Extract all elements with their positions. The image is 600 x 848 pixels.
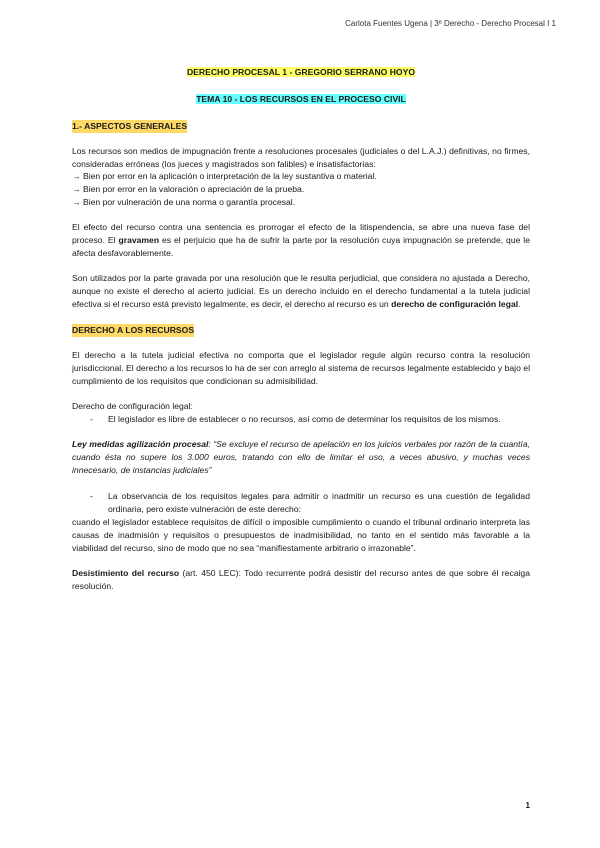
dash-item-1 xyxy=(90,413,530,426)
document-subtitle xyxy=(72,93,530,106)
document-title xyxy=(72,66,530,79)
paragraph-8 xyxy=(72,567,530,593)
paragraph-4: El derecho a la tutela judicial efectiva no comporta que el legislador regule algún recurso contra la resolución jurisdiccional. El derecho a los recursos lo ha de ser con arreglo al sistema de recursos legalmente establecido y bajo el cumplimiento de los requisitos que condicionan su admisibilidad. xyxy=(72,350,530,387)
gravamen-term: gravamen xyxy=(118,235,160,246)
configuracion-legal-term: derecho de configuración legal xyxy=(391,298,519,309)
p2-text-a: El efecto del recurso contra una sentencia es prorrogar el efecto de la litispendencia, se abre una nueva fase del proceso. El xyxy=(72,222,530,246)
section-1-text: 1.- ASPECTOS GENERALES xyxy=(72,120,188,131)
paragraph-7: cuando el legislador establece requisitos de difícil o imposible cumplimiento o cuando el tribunal ordinario interpreta las causas de inadmisión y requisitos o presupuestos de inadmisibilidad, no tanto en el sentido más favorable a la viabilidad del recurso, sino de modo que no sea “manifiestamente arbitrario o irrazonable”. xyxy=(72,517,530,554)
title-text: DERECHO PROCESAL 1 - GREGORIO SERRANO HOYO xyxy=(186,67,416,77)
paragraph-5: Derecho de configuración legal: xyxy=(72,401,193,412)
page-number: 1 xyxy=(525,801,530,810)
dash-item-2-text: La observancia de los requisitos legales para admitir o inadmitir un recurso es una cuestión de legalidad ordinaria, pero existe vulneración de este derecho: xyxy=(108,491,530,515)
bullet-item: → Bien por error en la valoración o apreciación de la prueba. xyxy=(72,184,305,195)
bullet-item: → Bien por error en la aplicación o interpretación de la ley sustantiva o material. xyxy=(72,171,377,182)
paragraph-2 xyxy=(72,221,530,260)
dash-item-1-text: El legislador es libre de establecer o no recursos, así como de determinar los requisitos de los mismos. xyxy=(108,413,501,424)
dash-marker: - xyxy=(90,491,93,502)
document-body xyxy=(72,60,530,593)
p3-text-a: Son utilizados por la parte gravada por una resolución que le resulta perjudicial, que considera no ajustada a Derecho, aunque no existe el derecho al acierto judicial. Es un derecho incluido en el derecho fundamental a la tutela judicial efectiva si el recurso está previsto legalmente, es decir, el derecho al recurso es un xyxy=(72,272,530,309)
paragraph-3 xyxy=(72,272,530,311)
dash-marker: - xyxy=(90,413,93,424)
desistimiento-term: Desistimiento del recurso xyxy=(72,567,180,578)
section-heading-2 xyxy=(72,324,530,337)
paragraph-1: Los recursos son medios de impugnación frente a resoluciones procesales (judiciales o del L.A.J.) definitivas, no firmes, consideradas erróneas (los jueces y magistrados son falibles) e insatisfactorias: xyxy=(72,145,530,169)
section-2-text: DERECHO A LOS RECURSOS xyxy=(72,325,195,336)
ley-quote: : “Se excluye el recurso de apelación en los juicios verbales por razón de la cuantía, cuando ésta no supere los 3.000 euros, tratando con ello de limitar el uso, a veces abusivo, y muchas veces innecesario, de instancias judiciales” xyxy=(72,438,530,475)
section-heading-1 xyxy=(72,120,530,133)
page-header: Carlota Fuentes Ugena | 3º Derecho - Derecho Procesal I 1 xyxy=(345,19,556,28)
paragraph-6 xyxy=(72,438,530,477)
dash-item-2 xyxy=(90,490,530,516)
p2-text-c: es el perjuicio que ha de sufrir la parte por la resolución cuya impugnación se pretende, que le afecta desfavorablemente. xyxy=(72,235,530,258)
bullet-item: → Bien por vulneración de una norma o garantía procesal. xyxy=(72,197,296,208)
subtitle-text: TEMA 10 - LOS RECURSOS EN EL PROCESO CIVIL xyxy=(196,93,406,104)
p8-text: (art. 450 LEC): Todo recurrente podrá desistir del recurso antes de que sobre él recaiga resolución. xyxy=(72,567,530,591)
p3-text-c: . xyxy=(518,298,521,309)
ley-medidas-term: Ley medidas agilización procesal xyxy=(72,438,209,449)
